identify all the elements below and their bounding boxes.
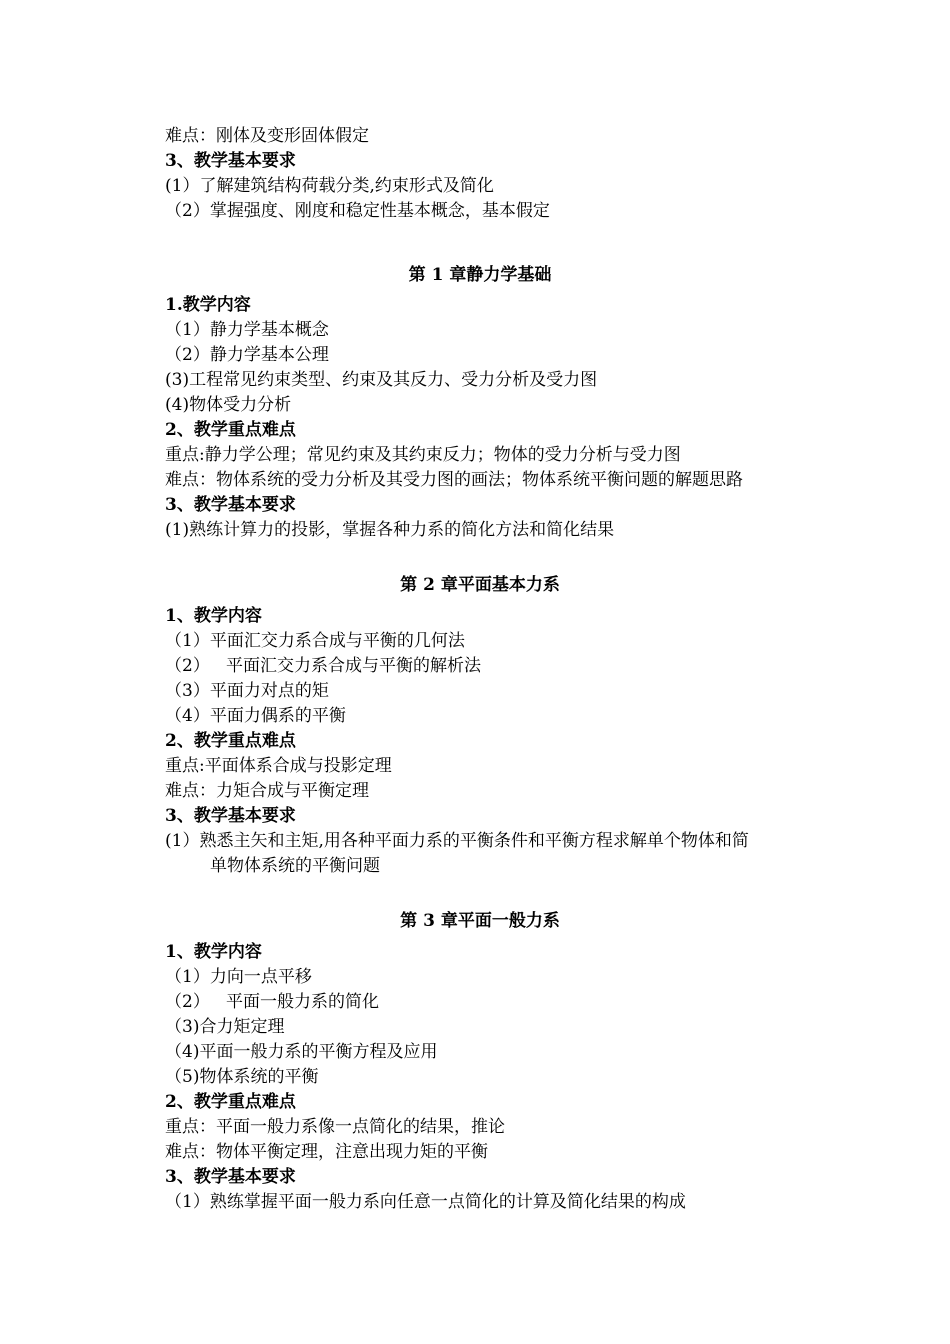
list-item: （2）静力学基本公理 [165,345,329,365]
section-heading: 1.教学内容 [165,295,251,315]
difficulty-line: 难点：刚体及变形固体假定 [165,126,369,146]
list-item: （4)平面一般力系的平衡方程及应用 [165,1042,438,1062]
chapter-title: 第 2 章平面基本力系 [400,575,560,595]
section-heading: 3、教学基本要求 [165,1167,296,1187]
difficulty-line: 难点：物体系统的受力分析及其受力图的画法；物体系统平衡问题的解题思路 [165,470,743,490]
section-heading: 2、教学重点难点 [165,1092,296,1112]
key-point-line: 重点：平面一般力系像一点简化的结果，推论 [165,1117,505,1137]
list-item: （2） 平面一般力系的简化 [165,992,380,1012]
list-item: （1）力向一点平移 [165,967,312,987]
section-heading: 2、教学重点难点 [165,420,296,440]
list-item: （5)物体系统的平衡 [165,1067,319,1087]
list-item: （1）熟练掌握平面一般力系向任意一点简化的计算及简化结果的构成 [165,1192,686,1212]
key-point-line: 重点:静力学公理；常见约束及其约束反力；物体的受力分析与受力图 [165,445,681,465]
section-heading: 3、教学基本要求 [165,495,296,515]
list-item: （4）平面力偶系的平衡 [165,706,346,726]
section-heading: 1、教学内容 [165,606,262,626]
list-item: （2） 平面汇交力系合成与平衡的解析法 [165,656,482,676]
section-heading: 1、教学内容 [165,942,262,962]
list-item-continuation: 单物体系统的平衡问题 [210,856,380,876]
list-item: （3)合力矩定理 [165,1017,285,1037]
list-item: （2）掌握强度、刚度和稳定性基本概念，基本假定 [165,201,550,221]
list-item: （1）静力学基本概念 [165,320,329,340]
list-item: （1）平面汇交力系合成与平衡的几何法 [165,631,465,651]
section-heading: 3、教学基本要求 [165,151,296,171]
chapter-title: 第 3 章平面一般力系 [400,911,560,931]
difficulty-line: 难点：力矩合成与平衡定理 [165,781,369,801]
section-heading: 3、教学基本要求 [165,806,296,826]
list-item: (1)熟练计算力的投影，掌握各种力系的简化方法和简化结果 [165,520,615,540]
list-item: (3)工程常见约束类型、约束及其反力、受力分析及受力图 [165,370,598,390]
list-item: (4)物体受力分析 [165,395,292,415]
key-point-line: 重点:平面体系合成与投影定理 [165,756,392,776]
difficulty-line: 难点：物体平衡定理，注意出现力矩的平衡 [165,1142,488,1162]
chapter-title: 第 1 章静力学基础 [408,265,552,285]
list-item: （3）平面力对点的矩 [165,681,329,701]
list-item: (1）熟悉主矢和主矩,用各种平面力系的平衡条件和平衡方程求解单个物体和简 [165,831,749,851]
section-heading: 2、教学重点难点 [165,731,296,751]
list-item: (1）了解建筑结构荷载分类,约束形式及简化 [165,176,494,196]
